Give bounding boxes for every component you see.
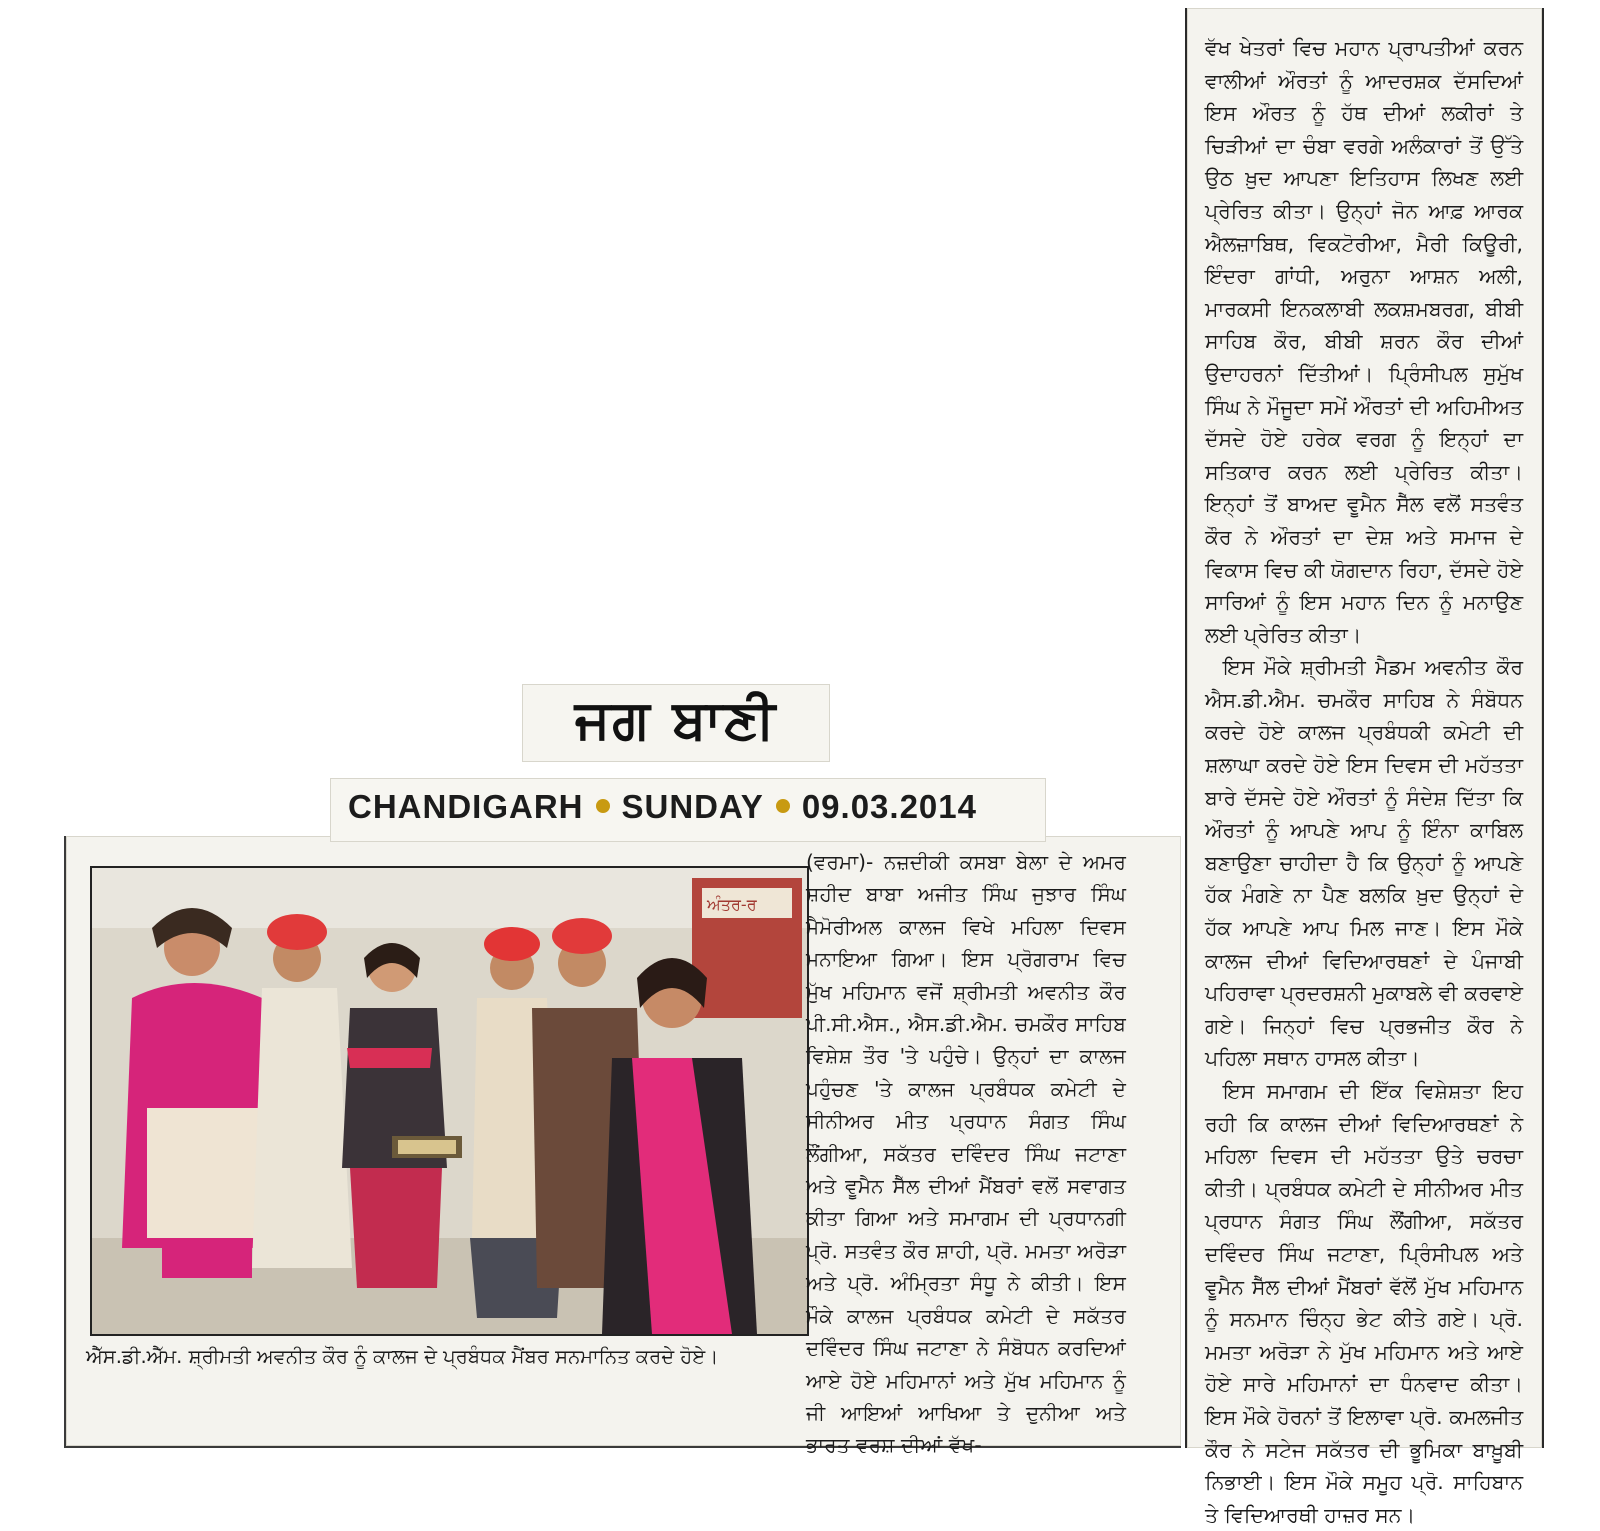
dateline: [348, 788, 977, 826]
photo-caption: ਐੱਸ.ਡੀ.ਐੱਮ. ਸ਼੍ਰੀਮਤੀ ਅਵਨੀਤ ਕੌਰ ਨੂੰ ਕਾਲਜ ਦੇ ਪ੍ਰਬੰਧਕ ਮੈਂਬਰ ਸਨਮਾਨਿਤ ਕਰਦੇ ਹੋਏ।: [86, 1345, 719, 1368]
dateline-clipping: [330, 778, 1046, 842]
middle-column-text: [806, 846, 1126, 1462]
poster-text: ਅੰਤਰ-ਰ: [707, 895, 757, 914]
dateline-dot-icon: [596, 799, 610, 813]
dateline-city: CHANDIGARH: [348, 788, 584, 825]
dateline-date: 09.03.2014: [801, 788, 977, 825]
event-photo: [90, 866, 809, 1336]
right-column-text: [1205, 32, 1523, 1531]
dateline-day: SUNDAY: [621, 788, 764, 825]
right-paragraph-2: ਇਸ ਮੌਕੇ ਸ਼੍ਰੀਮਤੀ ਮੈਡਮ ਅਵਨੀਤ ਕੌਰ ਐਸ.ਡੀ.ਐਮ. ਚਮਕੌਰ ਸਾਹਿਬ ਨੇ ਸੰਬੋਧਨ ਕਰਦੇ ਹੋਏ ਕਾਲਜ ਪ੍ਰਬੰਧਕੀ ਕਮੇਟੀ ਦੀ ਸ਼ਲਾਘਾ ਕਰਦੇ ਹੋਏ ਇਸ ਦਿਵਸ ਦੀ ਮਹੱਤਤਾ ਬਾਰੇ ਦੱਸਦੇ ਹੋਏ ਔਰਤਾਂ ਨੂੰ ਸੰਦੇਸ਼ ਦਿੱਤਾ ਕਿ ਔਰਤਾਂ ਨੂੰ ਆਪਣੇ ਆਪ ਨੂੰ ਇੰਨਾ ਕਾਬਿਲ ਬਣਾਉਣਾ ਚਾਹੀਦਾ ਹੈ ਕਿ ਉਨ੍ਹਾਂ ਨੂੰ ਆਪਣੇ ਹੱਕ ਮੰਗਣੇ ਨਾ ਪੈਣ ਬਲਕਿ ਖ਼ੁਦ ਉਨ੍ਹਾਂ ਦੇ ਹੱਕ ਆਪਣੇ ਆਪ ਮਿਲ ਜਾਣ। ਇਸ ਮੌਕੇ ਕਾਲਜ ਦੀਆਂ ਵਿਦਿਆਰਥਣਾਂ ਦੇ ਪੰਜਾਬੀ ਪਹਿਰਾਵਾ ਪ੍ਰਦਰਸ਼ਨੀ ਮੁਕਾਬਲੇ ਵੀ ਕਰਵਾਏ ਗਏ। ਜਿਨ੍ਹਾਂ ਵਿਚ ਪ੍ਰਭਜੀਤ ਕੌਰ ਨੇ ਪਹਿਲਾ ਸਥਾਨ ਹਾਸਲ ਕੀਤਾ।: [1205, 655, 1523, 1071]
right-paragraph-1: ਵੱਖ ਖੇਤਰਾਂ ਵਿਚ ਮਹਾਨ ਪ੍ਰਾਪਤੀਆਂ ਕਰਨ ਵਾਲੀਆਂ ਔਰਤਾਂ ਨੂੰ ਆਦਰਸ਼ਕ ਦੱਸਦਿਆਂ ਇਸ ਔਰਤ ਨੂੰ ਹੱਥ ਦੀਆਂ ਲਕੀਰਾਂ ਤੇ ਚਿੜੀਆਂ ਦਾ ਚੰਬਾ ਵਰਗੇ ਅਲੰਕਾਰਾਂ ਤੋਂ ਉੱਤੇ ਉਠ ਖ਼ੁਦ ਆਪਣਾ ਇਤਿਹਾਸ ਲਿਖਣ ਲਈ ਪ੍ਰੇਰਿਤ ਕੀਤਾ। ਉਨ੍ਹਾਂ ਜੋਨ ਆਫ਼ ਆਰਕ ਐਲਜ਼ਾਬਿਥ, ਵਿਕਟੋਰੀਆ, ਮੈਰੀ ਕਿਊਰੀ, ਇੰਦਰਾ ਗਾਂਧੀ, ਅਰੁਨਾ ਆਸ਼ਨ ਅਲੀ, ਮਾਰਕਸੀ ਇਨਕਲਾਬੀ ਲਕਸ਼ਮਬਰਗ, ਬੀਬੀ ਸਾਹਿਬ ਕੌਰ, ਬੀਬੀ ਸ਼ਰਨ ਕੌਰ ਦੀਆਂ ਉਦਾਹਰਨਾਂ ਦਿੱਤੀਆਂ। ਪ੍ਰਿੰਸੀਪਲ ਸੁਮੁੱਖ ਸਿੰਘ ਨੇ ਮੌਜੂਦਾ ਸਮੇਂ ਔਰਤਾਂ ਦੀ ਅਹਿਮੀਅਤ ਦੱਸਦੇ ਹੋਏ ਹਰੇਕ ਵਰਗ ਨੂੰ ਇਨ੍ਹਾਂ ਦਾ ਸਤਿਕਾਰ ਕਰਨ ਲਈ ਪ੍ਰੇਰਿਤ ਕੀਤਾ। ਇਨ੍ਹਾਂ ਤੋਂ ਬਾਅਦ ਵੂਮੈਨ ਸੈੱਲ ਵਲੋਂ ਸਤਵੰਤ ਕੌਰ ਨੇ ਔਰਤਾਂ ਦਾ ਦੇਸ਼ ਅਤੇ ਸਮਾਜ ਦੇ ਵਿਕਾਸ ਵਿਚ ਕੀ ਯੋਗਦਾਨ ਰਿਹਾ, ਦੱਸਦੇ ਹੋਏ ਸਾਰਿਆਂ ਨੂੰ ਇਸ ਮਹਾਨ ਦਿਨ ਨੂੰ ਮਨਾਉਣ ਲਈ ਪ੍ਰੇਰਿਤ ਕੀਤਾ।: [1205, 36, 1523, 647]
right-column-clipping: [1185, 8, 1544, 1527]
dateline-dot-icon: [776, 799, 790, 813]
event-photo-illustration: [92, 868, 807, 1334]
middle-paragraph-1: (ਵਰਮਾ)- ਨਜ਼ਦੀਕੀ ਕਸਬਾ ਬੇਲਾ ਦੇ ਅਮਰ ਸ਼ਹੀਦ ਬਾਬਾ ਅਜੀਤ ਸਿੰਘ ਜੁਝਾਰ ਸਿੰਘ ਮੈਮੋਰੀਅਲ ਕਾਲਜ ਵਿਖੇ ਮਹਿਲਾ ਦਿਵਸ ਮਨਾਇਆ ਗਿਆ। ਇਸ ਪ੍ਰੋਗਰਾਮ ਵਿਚ ਮੁੱਖ ਮਹਿਮਾਨ ਵਜੋਂ ਸ਼੍ਰੀਮਤੀ ਅਵਨੀਤ ਕੌਰ ਪੀ.ਸੀ.ਐਸ., ਐਸ.ਡੀ.ਐਮ. ਚਮਕੌਰ ਸਾਹਿਬ ਵਿਸ਼ੇਸ਼ ਤੌਰ 'ਤੇ ਪਹੁੰਚੇ। ਉਨ੍ਹਾਂ ਦਾ ਕਾਲਜ ਪਹੁੰਚਣ 'ਤੇ ਕਾਲਜ ਪ੍ਰਬੰਧਕ ਕਮੇਟੀ ਦੇ ਸੀਨੀਅਰ ਮੀਤ ਪ੍ਰਧਾਨ ਸੰਗਤ ਸਿੰਘ ਲੌਂਗੀਆ, ਸਕੱਤਰ ਦਵਿੰਦਰ ਸਿੰਘ ਜਟਾਣਾ ਅਤੇ ਵੂਮੈਨ ਸੈੱਲ ਦੀਆਂ ਮੈਂਬਰਾਂ ਵਲੋਂ ਸਵਾਗਤ ਕੀਤਾ ਗਿਆ ਅਤੇ ਸਮਾਗਮ ਦੀ ਪ੍ਰਧਾਨਗੀ ਪ੍ਰੋ. ਸਤਵੰਤ ਕੌਰ ਸ਼ਾਹੀ, ਪ੍ਰੋ. ਮਮਤਾ ਅਰੋੜਾ ਅਤੇ ਪ੍ਰੋ. ਅੰਮ੍ਰਿਤਾ ਸੰਧੂ ਨੇ ਕੀਤੀ। ਇਸ ਮੌਕੇ ਕਾਲਜ ਪ੍ਰਬੰਧਕ ਕਮੇਟੀ ਦੇ ਸਕੱਤਰ ਦਵਿੰਦਰ ਸਿੰਘ ਜਟਾਣਾ ਨੇ ਸੰਬੋਧਨ ਕਰਦਿਆਂ ਆਏ ਹੋਏ ਮਹਿਮਾਨਾਂ ਅਤੇ ਮੁੱਖ ਮਹਿਮਾਨ ਨੂੰ ਜੀ ਆਇਆਂ ਆਖਿਆ ਤੇ ਦੁਨੀਆ ਅਤੇ ਭਾਰਤ ਵਰਸ਼ ਦੀਆਂ ਵੱਖ-: [806, 850, 1126, 1458]
newspaper-name: ਜਗ ਬਾਣੀ: [574, 688, 778, 751]
main-clipping: [64, 836, 1181, 1458]
masthead-clipping: [522, 684, 830, 762]
right-paragraph-3: ਇਸ ਸਮਾਗਮ ਦੀ ਇੱਕ ਵਿਸ਼ੇਸ਼ਤਾ ਇਹ ਰਹੀ ਕਿ ਕਾਲਜ ਦੀਆਂ ਵਿਦਿਆਰਥਣਾਂ ਨੇ ਮਹਿਲਾ ਦਿਵਸ ਦੀ ਮਹੱਤਤਾ ਉਤੇ ਚਰਚਾ ਕੀਤੀ। ਪ੍ਰਬੰਧਕ ਕਮੇਟੀ ਦੇ ਸੀਨੀਅਰ ਮੀਤ ਪ੍ਰਧਾਨ ਸੰਗਤ ਸਿੰਘ ਲੌਂਗੀਆ, ਸਕੱਤਰ ਦਵਿੰਦਰ ਸਿੰਘ ਜਟਾਣਾ, ਪ੍ਰਿੰਸੀਪਲ ਅਤੇ ਵੂਮੈਨ ਸੈੱਲ ਦੀਆਂ ਮੈਂਬਰਾਂ ਵੱਲੋਂ ਮੁੱਖ ਮਹਿਮਾਨ ਨੂੰ ਸਨਮਾਨ ਚਿੰਨ੍ਹ ਭੇਟ ਕੀਤੇ ਗਏ। ਪ੍ਰੋ. ਮਮਤਾ ਅਰੋੜਾ ਨੇ ਮੁੱਖ ਮਹਿਮਾਨ ਅਤੇ ਆਏ ਹੋਏ ਸਾਰੇ ਮਹਿਮਾਨਾਂ ਦਾ ਧੰਨਵਾਦ ਕੀਤਾ। ਇਸ ਮੌਕੇ ਹੋਰਨਾਂ ਤੋਂ ਇਲਾਵਾ ਪ੍ਰੋ. ਕਮਲਜੀਤ ਕੌਰ ਨੇ ਸਟੇਜ ਸਕੱਤਰ ਦੀ ਭੂਮਿਕਾ ਬਾਖ਼ੂਬੀ ਨਿਭਾਈ। ਇਸ ਮੌਕੇ ਸਮੂਹ ਪ੍ਰੋ. ਸਾਹਿਬਾਨ ਤੇ ਵਿਦਿਆਰਥੀ ਹਾਜ਼ਰ ਸਨ।: [1205, 1079, 1523, 1527]
